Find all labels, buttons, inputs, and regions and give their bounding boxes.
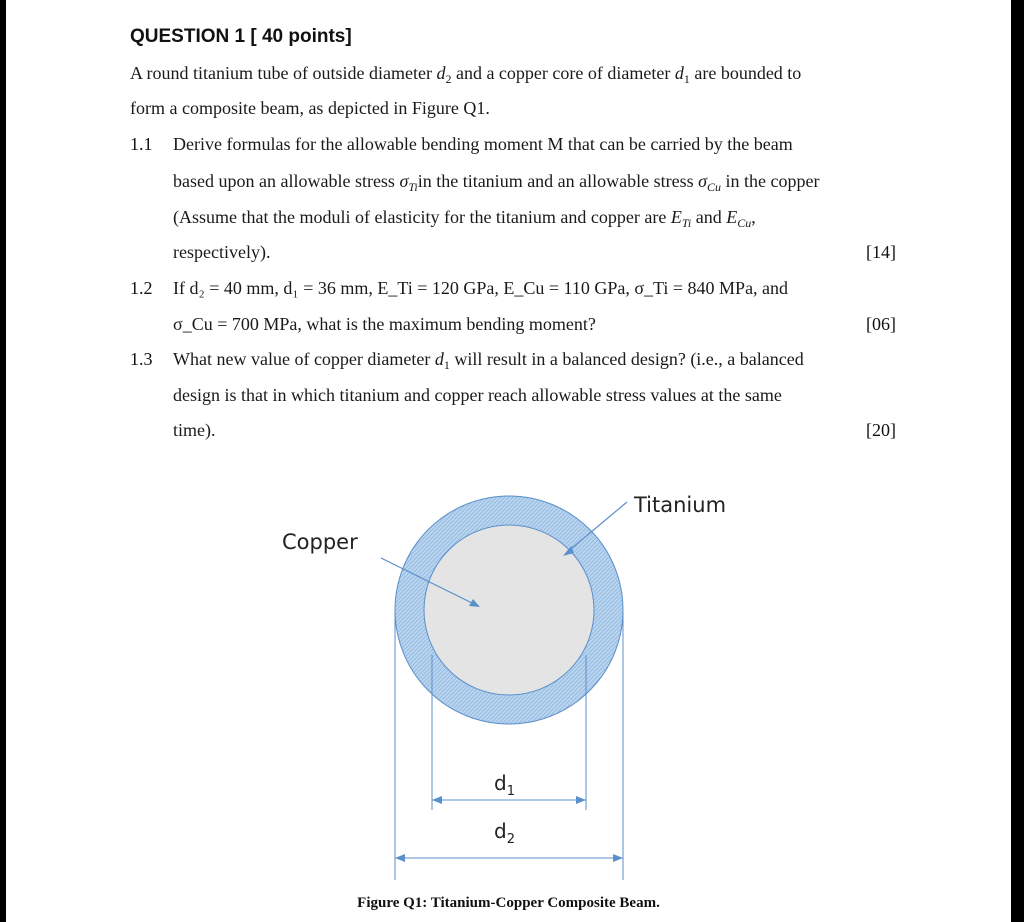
d2-arrow-left — [395, 854, 405, 862]
d1-arrow-left — [432, 796, 442, 804]
copper-core — [424, 525, 594, 695]
item-number-1-2: 1.2 — [130, 278, 153, 298]
d1-arrow-right — [576, 796, 586, 804]
d1-label-d: d — [494, 771, 507, 795]
d1-label — [494, 771, 515, 799]
sigma-symbol: σ — [698, 171, 708, 191]
item-1-2-line-2: σ_Cu = 700 MPa, what is the maximum bending moment? — [173, 314, 596, 334]
titanium-label: Titanium — [634, 493, 727, 517]
d2-arrow-right — [613, 854, 623, 862]
d1-label-sub: 1 — [506, 784, 515, 799]
intro-text-b: and a copper core of diameter — [451, 63, 675, 83]
intro-line-1 — [130, 63, 801, 87]
d2-label — [494, 819, 515, 847]
var-d1: d — [434, 349, 444, 369]
item-number-1-3: 1.3 — [130, 349, 153, 369]
question-title: QUESTION 1 [ 40 points] — [130, 26, 352, 47]
item-1-1-line-4: respectively). — [173, 242, 271, 262]
item-1-3-line-2: design is that in which titanium and copper reach allowable stress values at the same — [173, 385, 782, 405]
intro-line-2: form a composite beam, as depicted in Figure Q1. — [130, 98, 490, 118]
intro-text-a: A round titanium tube of outside diameter — [130, 63, 437, 83]
item-1-2-line-1: If d₂ = 40 mm, d₁ = 36 mm, E_Ti = 120 GPa, E_Cu = 110 GPa, σ_Ti = 840 MPa, and — [173, 278, 789, 298]
sub-ti: Ti — [408, 180, 418, 194]
sub-ti: Ti — [681, 216, 692, 230]
text: and — [691, 207, 727, 227]
e-symbol: E — [726, 207, 738, 227]
text: in the titanium and an allowable stress — [417, 171, 699, 191]
titanium-leader — [566, 502, 627, 553]
item-number-1-1: 1.1 — [130, 134, 153, 154]
intro-text-c: are bounded to — [689, 63, 802, 83]
copper-leader-arrow — [469, 599, 480, 607]
sub-1: 1 — [683, 72, 690, 86]
sigma-symbol: σ — [399, 171, 409, 191]
text: , — [751, 207, 756, 227]
sub-cu: Cu — [737, 216, 752, 230]
item-1-3-line-3: time). — [173, 420, 216, 440]
points-1-2: [06] — [866, 314, 896, 334]
titanium-tube — [395, 496, 623, 724]
var-d2: d — [436, 63, 446, 83]
titanium-leader-arrow — [563, 546, 574, 556]
sub-1: 1 — [443, 358, 450, 372]
text: in the copper — [721, 171, 820, 191]
points-1-1: [14] — [866, 242, 896, 262]
text: What new value of copper diameter — [173, 349, 435, 369]
copper-leader — [381, 558, 474, 604]
d2-label-d: d — [494, 819, 507, 843]
item-1-3-line-1 — [173, 349, 897, 373]
text: will result in a balanced design? (i.e., a balanced — [449, 349, 804, 369]
copper-label: Copper — [282, 530, 358, 554]
document-page — [6, 0, 1011, 922]
sub-cu: Cu — [707, 180, 722, 194]
e-symbol: E — [670, 207, 682, 227]
text: based upon an allowable stress — [173, 171, 400, 191]
sub-2: 2 — [445, 72, 452, 86]
item-1-1-line-2 — [173, 171, 897, 195]
item-1-1-line-3 — [173, 207, 897, 231]
item-1-1-line-1: Derive formulas for the allowable bending moment M that can be carried by the beam — [173, 134, 793, 154]
points-1-3: [20] — [866, 420, 896, 440]
figure-caption: Figure Q1: Titanium-Copper Composite Beam. — [357, 895, 660, 911]
d2-label-sub: 2 — [506, 832, 515, 847]
var-d1: d — [674, 63, 684, 83]
text: (Assume that the moduli of elasticity for the titanium and copper are — [173, 207, 671, 227]
